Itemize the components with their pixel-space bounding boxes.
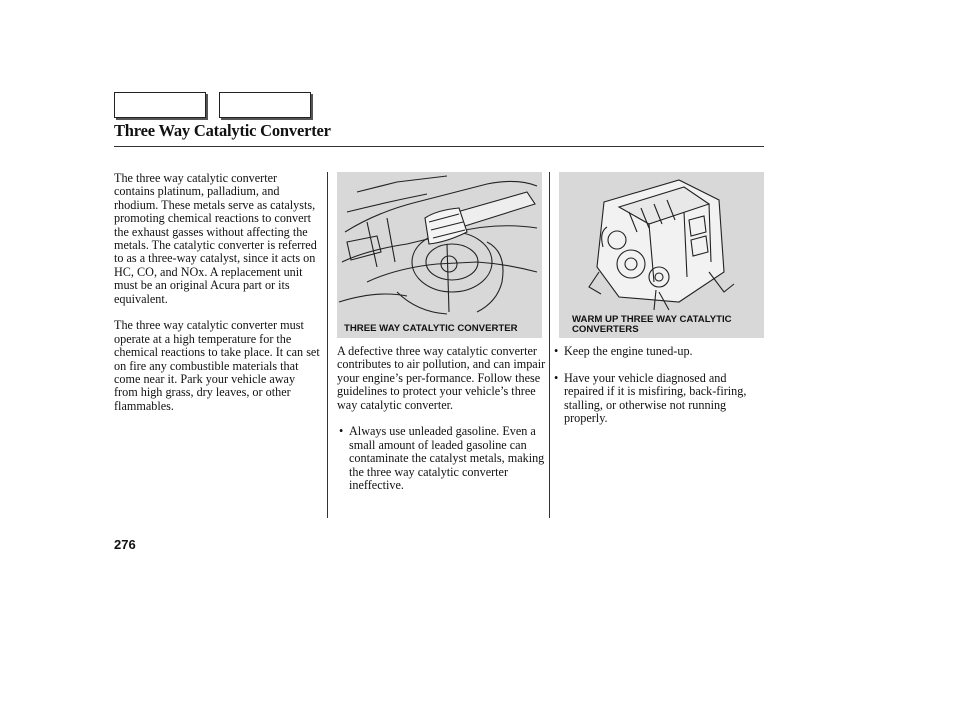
column-divider-2 <box>549 172 550 518</box>
guidelines-paragraph: A defective three way catalytic converter contributes to air pollution, and can impair your engine’s per-formance. Follow these guidelines to protect your vehicle’s three way catalytic converter. <box>337 344 546 412</box>
page-number: 276 <box>114 537 136 552</box>
page-title: Three Way Catalytic Converter <box>114 121 331 140</box>
figure-caption: THREE WAY CATALYTIC CONVERTER <box>344 323 518 334</box>
intro-paragraph-2: The three way catalytic converter must operate at a high temperature for the chemical reactions to take place. It can set on fire any combustible materials that come near it. Park your vehicle away from high grass, dry leaves, or other flammables. <box>114 318 320 413</box>
intro-paragraph-1: The three way catalytic converter contains platinum, palladium, and rhodium. These metals serve as catalysts, promoting chemical reactions to convert the exhaust gasses without affecting the metals. The catalytic converter is referred to as a three-way catalyst, since it acts on HC, CO, and NOx. A replacement unit must be an original Acura part or its equivalent. <box>114 171 317 306</box>
figure-caption: WARM UP THREE WAY CATALYTIC CONVERTERS <box>572 314 732 335</box>
bullet-item: • Keep the engine tuned-up. <box>552 345 762 358</box>
nav-tab-box-2[interactable] <box>219 92 311 118</box>
nav-tab-box-1[interactable] <box>114 92 206 118</box>
title-divider <box>114 146 764 147</box>
figure-warm-up-converters <box>559 172 764 338</box>
bullet-item: • Have your vehicle diagnosed and repaired if it is misfiring, back-firing, stalling, or otherwise not running properly. <box>552 372 762 426</box>
column-guidelines <box>337 345 547 492</box>
undercarriage-illustration <box>337 172 542 322</box>
bullet-item: • Always use unleaded gasoline. Even a small amount of leaded gasoline can contaminate the catalyst metals, making the three way catalytic converter ineffective. <box>337 425 547 492</box>
column-guidelines-continued <box>562 345 762 425</box>
figure-catalytic-converter <box>337 172 542 338</box>
column-divider-1 <box>327 172 328 518</box>
column-intro <box>114 172 320 413</box>
engine-illustration <box>559 172 764 312</box>
